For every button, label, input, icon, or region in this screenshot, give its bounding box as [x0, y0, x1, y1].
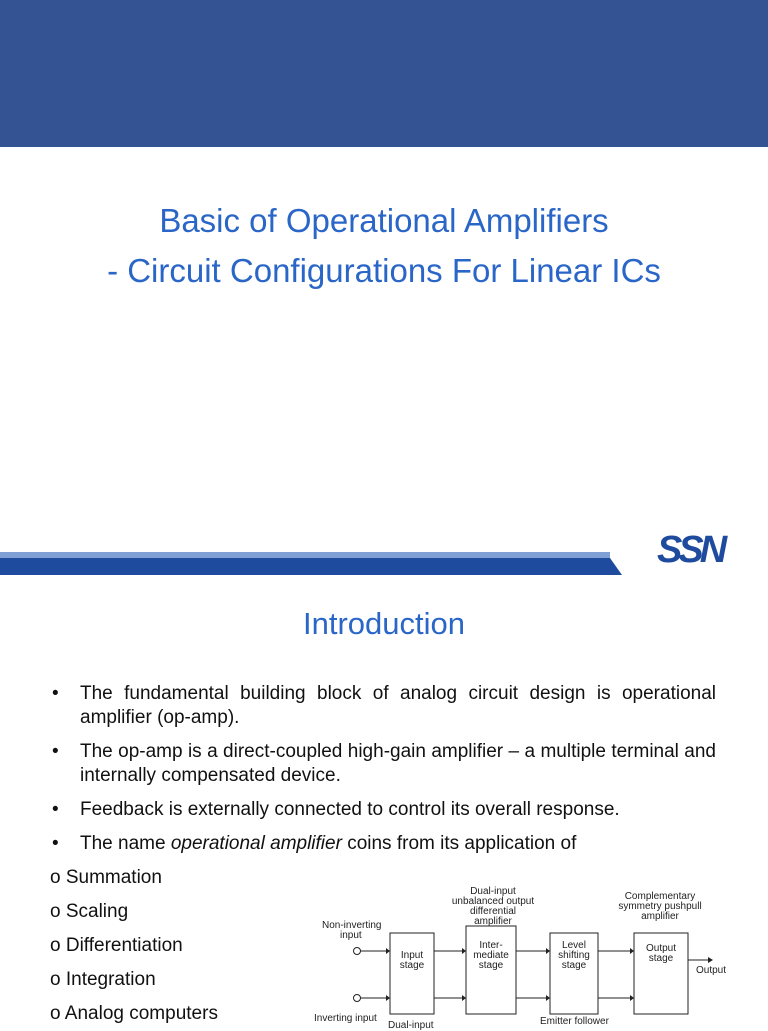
noninv-terminal-icon	[354, 948, 361, 955]
output-stage-label-1: Output	[645, 943, 677, 954]
arrow-icon	[386, 948, 390, 954]
inv-input-label: Inverting input	[314, 1013, 377, 1024]
bullet-item	[52, 832, 716, 856]
output-label: Output	[696, 965, 727, 976]
bullet-emphasis: operational amplifier	[170, 833, 342, 854]
pushpull-label-3: amplifier	[641, 911, 679, 922]
arrow-icon	[462, 948, 466, 954]
intermediate-stage-label-3: stage	[478, 960, 504, 971]
bullet-text-after: coins from its application of	[341, 833, 577, 854]
arrow-icon	[386, 995, 390, 1001]
arrow-icon	[546, 948, 550, 954]
application-item: o Summation	[50, 867, 162, 888]
bullet-item: • Feedback is externally connected to control its overall response.	[52, 798, 716, 822]
diff-amp-label-4: amplifier	[474, 916, 512, 927]
bullet-text-before: The name	[80, 833, 171, 854]
bottom-label-1: Dual-input	[388, 1020, 434, 1031]
noninv-input-label-2: input	[340, 930, 362, 941]
input-stage-block	[390, 933, 434, 1014]
arrow-icon	[630, 948, 634, 954]
output-arrow-icon	[708, 957, 713, 963]
ssn-logo	[655, 528, 741, 572]
application-list	[50, 861, 218, 1031]
pushpull-label-1: Complementary	[624, 891, 696, 902]
application-item: o Differentiation	[50, 935, 183, 956]
application-item: o Analog computers	[50, 1003, 218, 1024]
input-stage-label-1: Input	[400, 950, 424, 961]
diff-amp-label-2: unbalanced output	[451, 896, 535, 907]
level-shifting-label-2: shifting	[558, 950, 590, 961]
footer-bar-light	[0, 552, 610, 558]
inv-terminal-icon	[354, 995, 361, 1002]
input-stage-label-2: stage	[399, 960, 425, 971]
footer-bar-dark	[0, 558, 622, 575]
ssn-logo-text: SSN	[657, 529, 724, 571]
arrow-icon	[546, 995, 550, 1001]
intro-slide	[0, 590, 768, 1031]
bullet-list	[52, 682, 716, 866]
bottom-label-2: Emitter follower	[540, 1016, 609, 1027]
bullet-item: • The fundamental building block of analog circuit design is operational amplifier (op-amp).	[52, 682, 716, 730]
opamp-block-diagram	[296, 876, 768, 1031]
intro-heading: Introduction	[303, 606, 465, 641]
title-line-1: Basic of Operational Amplifiers	[159, 202, 609, 239]
bullet-item: • The op-amp is a direct-coupled high-gain amplifier – a multiple terminal and internally compensated device.	[52, 740, 716, 788]
arrow-icon	[630, 995, 634, 1001]
title-line-2: - Circuit Configurations For Linear ICs	[107, 252, 661, 289]
arrow-icon	[462, 995, 466, 1001]
intermediate-stage-label-1: Inter-	[479, 940, 503, 951]
application-item: o Integration	[50, 969, 156, 990]
slide-title	[0, 196, 768, 296]
diff-amp-label-3: differential	[470, 906, 516, 917]
intermediate-stage-label-2: mediate	[473, 950, 509, 961]
noninv-input-label-1: Non-inverting	[322, 920, 382, 931]
application-item: o Scaling	[50, 901, 129, 922]
pushpull-label-2: symmetry pushpull	[618, 901, 702, 912]
level-shifting-label-1: Level	[562, 940, 586, 951]
diff-amp-label-1: Dual-input	[470, 886, 516, 897]
level-shifting-label-3: stage	[561, 960, 587, 971]
output-stage-label-2: stage	[648, 953, 674, 964]
header-band	[0, 0, 768, 147]
